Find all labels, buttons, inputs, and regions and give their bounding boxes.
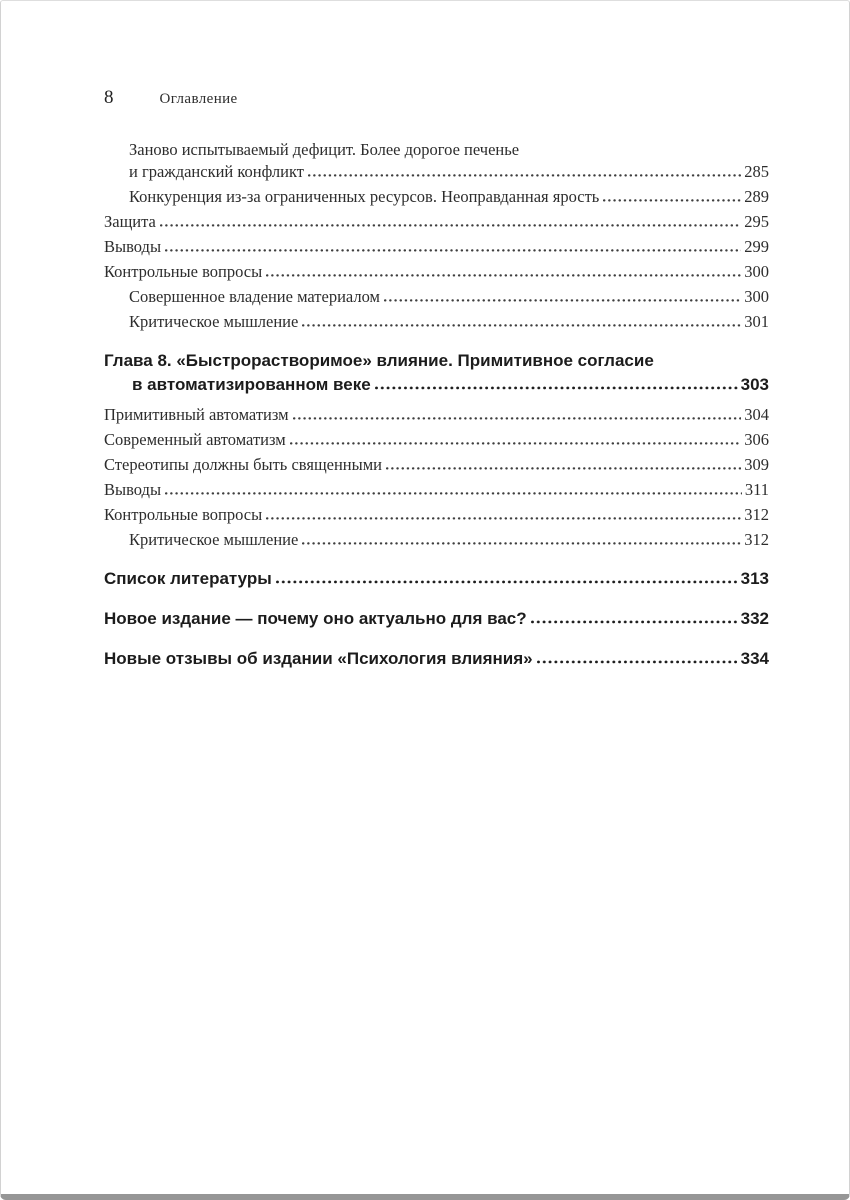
- toc-page-number: 295: [744, 212, 769, 231]
- dot-leader: [290, 441, 742, 445]
- toc-line: [104, 567, 769, 591]
- toc-page-number: 332: [740, 609, 769, 628]
- toc-entry-text: Новое издание — почему оно актуально для вас?: [104, 609, 527, 628]
- toc-entry: [104, 236, 769, 258]
- toc-entry: [104, 404, 769, 426]
- dot-leader: [165, 491, 742, 495]
- toc-entry: [104, 504, 769, 526]
- toc-line: [104, 647, 769, 671]
- toc-entry: [104, 261, 769, 283]
- toc-page-number: 285: [744, 162, 769, 181]
- toc-entry: [104, 349, 769, 397]
- dot-leader: [302, 541, 741, 545]
- toc-line: [129, 311, 769, 333]
- toc-line: [104, 261, 769, 283]
- toc-line: [104, 373, 769, 397]
- toc-entry-text: Контрольные вопросы: [104, 505, 263, 524]
- toc-line: [104, 349, 769, 373]
- toc-entry-text: и гражданский конфликт: [129, 162, 304, 181]
- dot-leader: [266, 273, 741, 277]
- toc-entry-text: Конкуренция из-за ограниченных ресурсов. Неоправданная ярость: [129, 187, 600, 206]
- toc-entry-text: Новые отзывы об издании «Психология влияния»: [104, 649, 533, 668]
- toc-line: [104, 504, 769, 526]
- toc-entry-text: Критическое мышление: [129, 530, 299, 549]
- toc-line: [129, 139, 769, 161]
- toc-entry: [104, 479, 769, 501]
- toc-entry: [104, 454, 769, 476]
- toc-line: [104, 479, 769, 501]
- toc-page-number: 334: [740, 649, 769, 668]
- toc-entry-text: в автоматизированном веке: [132, 375, 371, 394]
- dot-leader: [531, 620, 738, 624]
- toc-page-number: 306: [744, 430, 769, 449]
- toc-page-number: 304: [744, 405, 769, 424]
- toc-line: [129, 186, 769, 208]
- dot-leader: [375, 386, 738, 390]
- toc-entry-text: Стереотипы должны быть священными: [104, 455, 382, 474]
- dot-leader: [384, 298, 741, 302]
- toc-page-number: 309: [744, 455, 769, 474]
- toc-entry: [104, 139, 769, 183]
- toc-entry: [104, 529, 769, 551]
- dot-leader: [266, 516, 741, 520]
- toc-line: [104, 211, 769, 233]
- toc-line: [104, 429, 769, 451]
- toc-entry-text: Выводы: [104, 237, 162, 256]
- dot-leader: [386, 466, 741, 470]
- toc-page-number: 312: [744, 530, 769, 549]
- toc-entry-text: Список литературы: [104, 569, 272, 588]
- dot-leader: [603, 198, 741, 202]
- toc-page-number: 313: [740, 569, 769, 588]
- dot-leader: [165, 248, 741, 252]
- toc-entry-text: Контрольные вопросы: [104, 262, 263, 281]
- page-header-title: Оглавление: [159, 91, 238, 107]
- dot-leader: [293, 416, 742, 420]
- toc-page-number: 301: [744, 312, 769, 331]
- toc-line: [129, 529, 769, 551]
- toc-entry: [104, 429, 769, 451]
- toc-line: [129, 161, 769, 183]
- toc-page-number: 289: [744, 187, 769, 206]
- toc-entry-text: Современный автоматизм: [104, 430, 286, 449]
- toc-page-number: 300: [744, 287, 769, 306]
- toc-page-number: 299: [744, 237, 769, 256]
- toc-entry-text: Выводы: [104, 480, 162, 499]
- toc-page-number: 311: [744, 480, 769, 499]
- toc-entry-text: Критическое мышление: [129, 312, 299, 331]
- toc-line: [104, 236, 769, 258]
- toc-entry-text: Защита: [104, 212, 156, 231]
- toc-line: [104, 404, 769, 426]
- toc-line: [129, 286, 769, 308]
- toc-entry: [104, 567, 769, 591]
- toc-entry: [104, 647, 769, 671]
- dot-leader: [160, 223, 741, 227]
- toc-entry: [104, 211, 769, 233]
- toc-entry-text: Совершенное владение материалом: [129, 287, 380, 306]
- dot-leader: [302, 323, 741, 327]
- toc-entry: [104, 311, 769, 333]
- toc-entry-text: Глава 8. «Быстрорастворимое» влияние. Примитивное согласие: [104, 351, 654, 370]
- toc-entry: [104, 186, 769, 208]
- page-number: 8: [104, 87, 114, 108]
- toc-entry: [104, 286, 769, 308]
- dot-leader: [537, 660, 738, 664]
- toc-entry: [104, 607, 769, 631]
- toc-line: [104, 454, 769, 476]
- toc-page-number: 300: [744, 262, 769, 281]
- toc-page-number: 303: [740, 375, 769, 394]
- toc-line: [104, 607, 769, 631]
- toc-entry-text: Заново испытываемый дефицит. Более дорогое печенье: [129, 140, 520, 159]
- table-of-contents: [104, 139, 769, 671]
- toc-page-number: 312: [744, 505, 769, 524]
- dot-leader: [276, 580, 738, 584]
- dot-leader: [308, 173, 741, 177]
- toc-entry-text: Примитивный автоматизм: [104, 405, 289, 424]
- running-header: [104, 87, 769, 109]
